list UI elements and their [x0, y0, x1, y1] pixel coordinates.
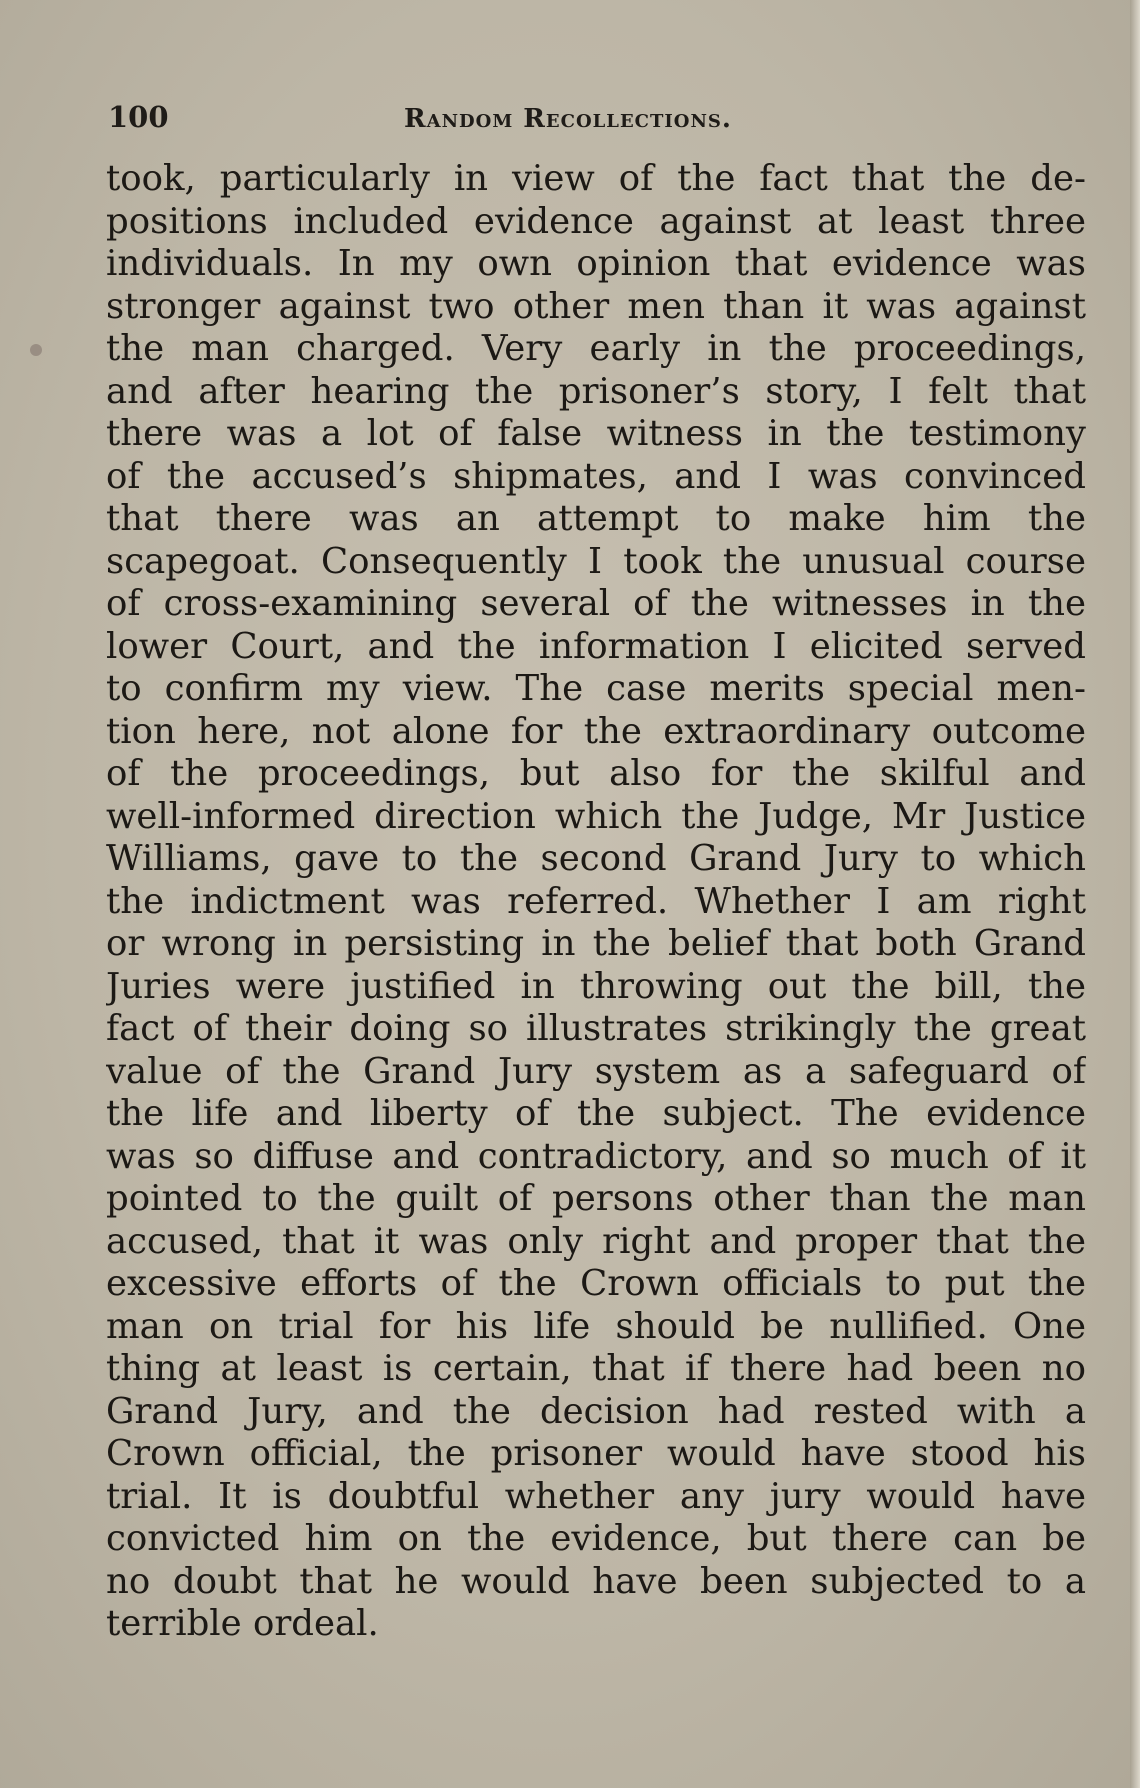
text-line: the man charged. Very early in the proceedings, — [106, 328, 1086, 369]
text-line: lower Court, and the information I elicited served — [106, 625, 1086, 667]
text-line: was so diffuse and contradictory, and so much of it — [106, 1135, 1086, 1177]
text-line: Juries were justified in throwing out the bill, the — [106, 965, 1086, 1007]
page-number: 100 — [108, 100, 169, 134]
text-line: tion here, not alone for the extraordinary outcome — [106, 710, 1086, 752]
text-line: thing at least is certain, that if there had been no — [106, 1348, 1086, 1389]
text-line: accused, that it was only right and proper that the — [106, 1220, 1086, 1262]
text-line: no doubt that he would have been subjected to a — [106, 1560, 1086, 1602]
text-line: took, particularly in view of the fact that the de- — [106, 158, 1086, 199]
text-line: Grand Jury, and the decision had rested with a — [106, 1390, 1086, 1432]
page-header — [108, 96, 988, 142]
page-edge — [1130, 0, 1140, 1788]
text-line: man on trial for his life should be nullified. One — [106, 1305, 1086, 1347]
text-line: that there was an attempt to make him the — [106, 498, 1086, 539]
text-line: excessive efforts of the Crown officials to put the — [106, 1263, 1086, 1304]
text-line: stronger against two other men than it was against — [106, 285, 1086, 327]
text-line: and after hearing the prisoner’s story, I felt that — [106, 370, 1086, 412]
text-line: Crown official, the prisoner would have stood his — [106, 1433, 1086, 1474]
text-line: scapegoat. Consequently I took the unusual course — [106, 540, 1086, 582]
running-title: Random Recollections. — [404, 104, 732, 134]
text-line: or wrong in persisting in the belief that both Grand — [106, 923, 1086, 964]
text-line: trial. It is doubtful whether any jury would have — [106, 1475, 1086, 1517]
text-line: there was a lot of false witness in the testimony — [106, 413, 1086, 454]
text-line: terrible ordeal. — [106, 1603, 379, 1644]
text-line: pointed to the guilt of persons other than the man — [106, 1178, 1086, 1219]
body-text — [106, 158, 1086, 1646]
text-line: of the proceedings, but also for the skilful and — [106, 753, 1086, 794]
text-line: positions included evidence against at least three — [106, 200, 1086, 242]
text-line: the life and liberty of the subject. The evidence — [106, 1093, 1086, 1134]
text-line: Williams, gave to the second Grand Jury to which — [106, 838, 1086, 879]
text-line: individuals. In my own opinion that evidence was — [106, 243, 1086, 284]
paper-speck — [30, 344, 42, 356]
text-line: well-informed direction which the Judge, Mr Justice — [106, 795, 1086, 837]
text-line: the indictment was referred. Whether I am right — [106, 880, 1086, 922]
text-line: of cross-examining several of the witnesses in the — [106, 583, 1086, 624]
text-line: to confirm my view. The case merits special men- — [106, 668, 1086, 709]
text-line: of the accused’s shipmates, and I was convinced — [106, 455, 1086, 497]
text-line: value of the Grand Jury system as a safeguard of — [106, 1050, 1086, 1092]
text-line: convicted him on the evidence, but there can be — [106, 1518, 1086, 1559]
text-line: fact of their doing so illustrates strikingly the great — [106, 1008, 1086, 1049]
